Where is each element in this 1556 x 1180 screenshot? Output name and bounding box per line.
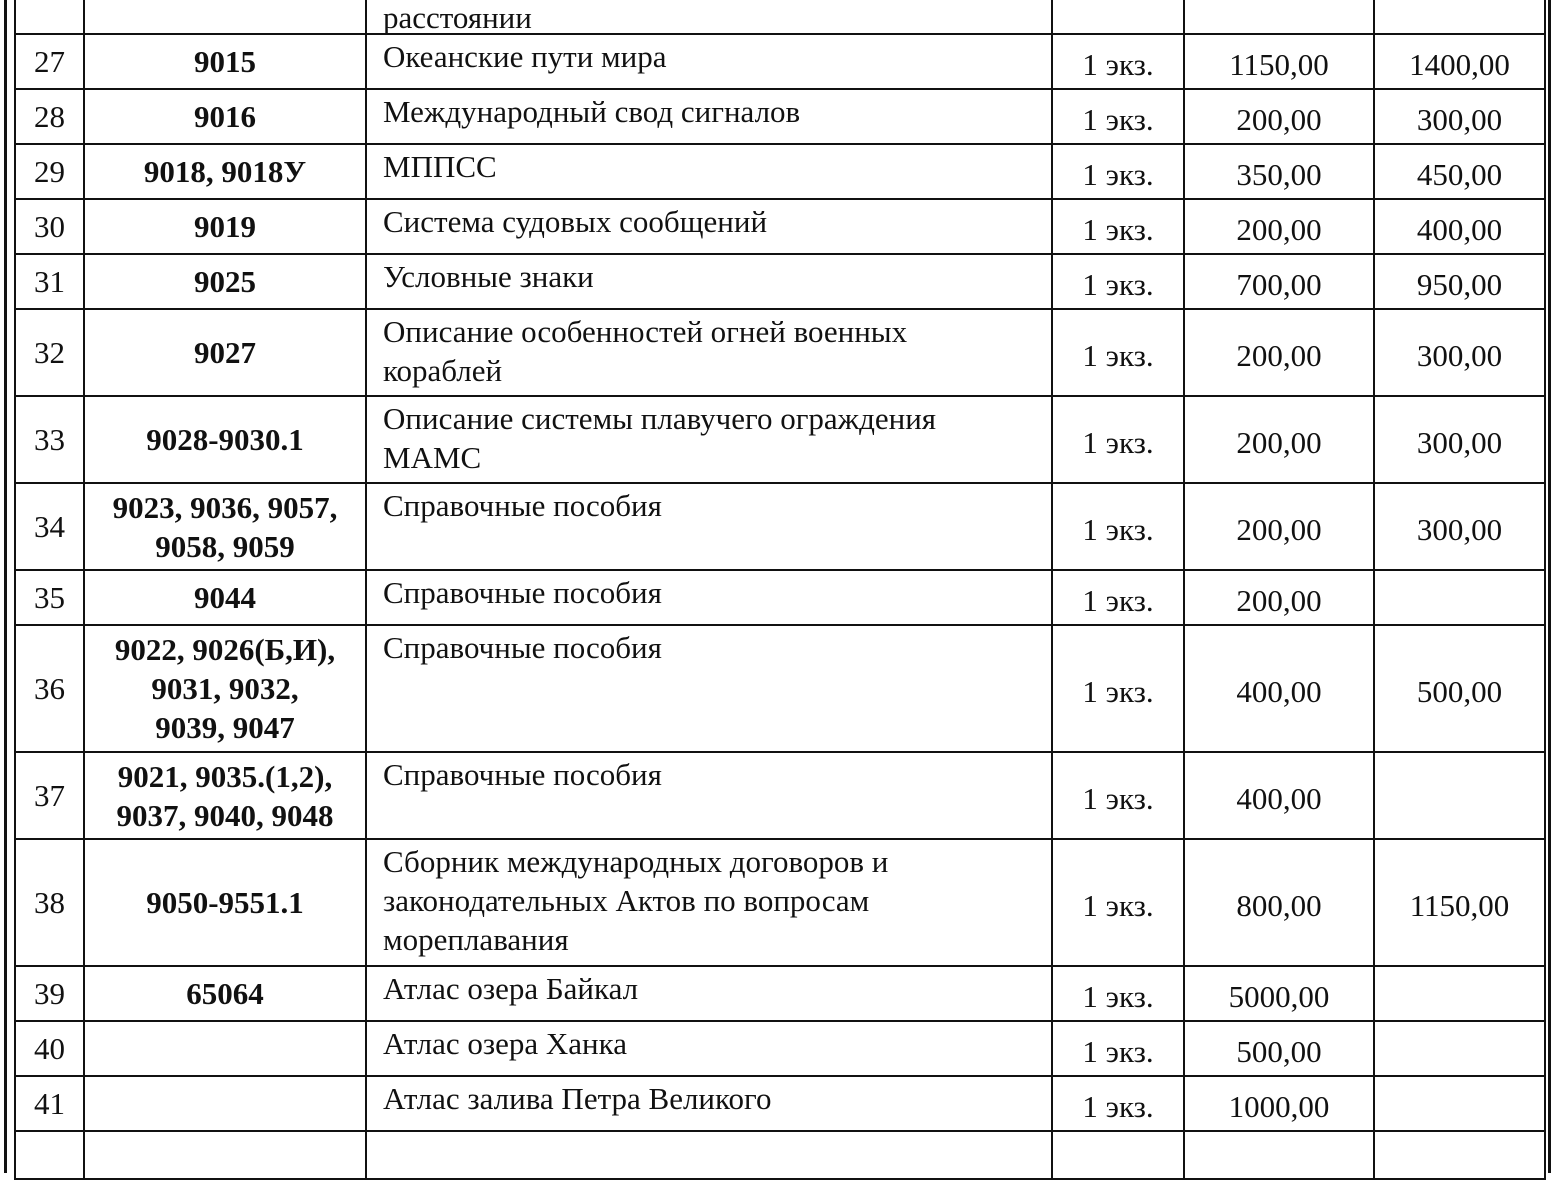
row-code-cell (84, 1021, 366, 1076)
row-price1-cell: 200,00 (1184, 89, 1374, 144)
table-row (15, 966, 1545, 1021)
row-name-cell-line: Международный свод сигналов (383, 94, 801, 129)
row-name-cell-line: Атлас озера Ханка (383, 1026, 627, 1061)
row-price1-cell: 350,00 (1184, 144, 1374, 199)
row-name-cell-line: Атлас залива Петра Великого (383, 1081, 772, 1116)
row-qty-cell: 1 экз. (1052, 89, 1184, 144)
row-code-cell-line: 9039, 9047 (155, 710, 295, 745)
row-name-cell-line: Справочные пособия (383, 488, 662, 523)
table-row (15, 625, 1545, 752)
row-price1-cell: 1150,00 (1184, 34, 1374, 89)
row-number-cell: 35 (15, 570, 84, 625)
row-price1-cell: 5000,00 (1184, 966, 1374, 1021)
row-name-cell (366, 483, 1052, 570)
row-name-cell-line: Справочные пособия (383, 757, 662, 792)
row-name-cell (366, 1076, 1052, 1131)
row-number-cell: 39 (15, 966, 84, 1021)
row-name-cell-line: МАМС (383, 440, 482, 475)
row-price2-cell (1374, 570, 1545, 625)
row-qty-cell (1052, 0, 1184, 34)
table-row-partial-top (15, 0, 1545, 34)
row-name-cell-line: мореплавания (383, 922, 569, 957)
row-price2-cell (1374, 966, 1545, 1021)
row-code-cell-line: 9037, 9040, 9048 (116, 797, 334, 833)
row-price2-cell: 950,00 (1374, 254, 1545, 309)
row-qty-cell: 1 экз. (1052, 144, 1184, 199)
row-price2-cell: 300,00 (1374, 89, 1545, 144)
row-code-cell (84, 625, 366, 752)
row-name-cell (366, 570, 1052, 625)
table-row (15, 199, 1545, 254)
row-price1-cell: 500,00 (1184, 1021, 1374, 1076)
table-row (15, 254, 1545, 309)
row-number-cell (15, 0, 84, 34)
row-number-cell: 38 (15, 839, 84, 966)
table-row (15, 144, 1545, 199)
row-code-cell-line: 9058, 9059 (155, 528, 295, 564)
table-row-partial-bottom (15, 1131, 1545, 1179)
row-name-cell (366, 396, 1052, 483)
table-row (15, 752, 1545, 839)
row-code-cell-line: 9021, 9035.(1,2), (117, 758, 333, 794)
row-name-cell (366, 625, 1052, 752)
row-cell-empty (1184, 1131, 1374, 1179)
row-qty-cell: 1 экз. (1052, 1021, 1184, 1076)
page-frame-right (1548, 0, 1551, 1173)
row-price2-cell: 300,00 (1374, 309, 1545, 396)
table-row (15, 483, 1545, 570)
row-number-cell: 41 (15, 1076, 84, 1131)
row-code-cell: 9050-9551.1 (84, 839, 366, 966)
row-code-cell: 9016 (84, 89, 366, 144)
row-number-cell: 29 (15, 144, 84, 199)
row-number-cell: 33 (15, 396, 84, 483)
row-number-cell: 27 (15, 34, 84, 89)
price-table (14, 0, 1546, 1180)
row-code-cell (84, 752, 366, 839)
row-number-cell: 31 (15, 254, 84, 309)
row-cell-empty (366, 1131, 1052, 1179)
row-name-cell-line: Описание особенностей огней военных (383, 314, 908, 349)
row-code-cell-line: 9031, 9032, (151, 671, 299, 706)
table-row (15, 34, 1545, 89)
row-price2-cell: 500,00 (1374, 625, 1545, 752)
row-number-cell: 34 (15, 483, 84, 570)
row-name-cell (366, 966, 1052, 1021)
row-price2-cell: 300,00 (1374, 396, 1545, 483)
row-price1-cell: 200,00 (1184, 570, 1374, 625)
table-row (15, 1021, 1545, 1076)
row-name-cell-line: законодательных Актов по вопросам (383, 883, 870, 918)
row-cell-empty (84, 1131, 366, 1179)
row-price1-cell: 700,00 (1184, 254, 1374, 309)
row-name-cell-line: Атлас озера Байкал (383, 971, 639, 1006)
row-name-cell-line: Сборник международных договоров и (383, 844, 889, 879)
row-qty-cell: 1 экз. (1052, 254, 1184, 309)
table-row (15, 309, 1545, 396)
row-code-cell: 9025 (84, 254, 366, 309)
row-name-cell-line: МППСС (383, 149, 497, 184)
table-row (15, 1076, 1545, 1131)
row-code-cell: 9044 (84, 570, 366, 625)
row-code-cell: 9019 (84, 199, 366, 254)
row-code-cell (84, 483, 366, 570)
row-code-cell: 9027 (84, 309, 366, 396)
row-price1-cell: 200,00 (1184, 483, 1374, 570)
table-row (15, 839, 1545, 966)
row-qty-cell: 1 экз. (1052, 483, 1184, 570)
row-qty-cell: 1 экз. (1052, 839, 1184, 966)
row-price1-cell: 1000,00 (1184, 1076, 1374, 1131)
row-name-cell (366, 34, 1052, 89)
row-name-cell (366, 144, 1052, 199)
row-price1-cell: 200,00 (1184, 309, 1374, 396)
row-price1-cell: 400,00 (1184, 752, 1374, 839)
row-cell-empty (15, 1131, 84, 1179)
row-price2-cell (1374, 0, 1545, 34)
row-qty-cell: 1 экз. (1052, 570, 1184, 625)
row-name-cell (366, 254, 1052, 309)
row-name-cell (366, 1021, 1052, 1076)
row-name-cell-line: кораблей (383, 353, 503, 388)
row-number-cell: 28 (15, 89, 84, 144)
row-number-cell: 40 (15, 1021, 84, 1076)
row-qty-cell: 1 экз. (1052, 625, 1184, 752)
row-cell-empty (1374, 1131, 1545, 1179)
row-number-cell: 30 (15, 199, 84, 254)
row-price2-cell: 300,00 (1374, 483, 1545, 570)
row-name-cell-line: Описание системы плавучего ограждения (383, 401, 937, 436)
row-code-cell (84, 0, 366, 34)
table-row (15, 396, 1545, 483)
row-code-cell (84, 1076, 366, 1131)
row-qty-cell: 1 экз. (1052, 34, 1184, 89)
row-code-cell: 9018, 9018У (84, 144, 366, 199)
row-qty-cell: 1 экз. (1052, 396, 1184, 483)
row-number-cell: 32 (15, 309, 84, 396)
row-name-cell-line: Океанские пути мира (383, 39, 667, 74)
row-price2-cell (1374, 752, 1545, 839)
row-price1-cell: 200,00 (1184, 199, 1374, 254)
row-name-cell-line: Справочные пособия (383, 575, 662, 610)
row-name-cell (366, 839, 1052, 966)
table-row (15, 570, 1545, 625)
row-price1-cell: 200,00 (1184, 396, 1374, 483)
row-cell-empty (1052, 1131, 1184, 1179)
row-code-cell-line: 9022, 9026(Б,И), (114, 632, 336, 667)
row-price1-cell: 400,00 (1184, 625, 1374, 752)
row-name-cell (366, 752, 1052, 839)
page-frame-left (4, 0, 7, 1173)
row-qty-cell: 1 экз. (1052, 199, 1184, 254)
row-name-cell-line: Система судовых сообщений (383, 204, 768, 239)
price-table-body (15, 0, 1545, 1179)
row-price2-cell: 450,00 (1374, 144, 1545, 199)
row-name-cell (366, 89, 1052, 144)
row-name-cell (366, 199, 1052, 254)
row-name-cell-line: Справочные пособия (383, 630, 662, 665)
row-code-cell-line: 9023, 9036, 9057, (112, 489, 338, 525)
row-name-cell (366, 309, 1052, 396)
row-price1-cell: 800,00 (1184, 839, 1374, 966)
row-price2-cell (1374, 1021, 1545, 1076)
row-name-cell: расстоянии (366, 0, 1052, 34)
row-code-cell: 65064 (84, 966, 366, 1021)
row-number-cell: 36 (15, 625, 84, 752)
row-qty-cell: 1 экз. (1052, 309, 1184, 396)
row-price2-cell: 1150,00 (1374, 839, 1545, 966)
row-name-cell-line: Условные знаки (383, 259, 594, 294)
row-qty-cell: 1 экз. (1052, 752, 1184, 839)
row-qty-cell: 1 экз. (1052, 966, 1184, 1021)
row-price1-cell (1184, 0, 1374, 34)
row-qty-cell: 1 экз. (1052, 1076, 1184, 1131)
table-row (15, 89, 1545, 144)
row-number-cell: 37 (15, 752, 84, 839)
row-code-cell: 9028-9030.1 (84, 396, 366, 483)
row-price2-cell: 400,00 (1374, 199, 1545, 254)
row-price2-cell: 1400,00 (1374, 34, 1545, 89)
row-price2-cell (1374, 1076, 1545, 1131)
row-code-cell: 9015 (84, 34, 366, 89)
